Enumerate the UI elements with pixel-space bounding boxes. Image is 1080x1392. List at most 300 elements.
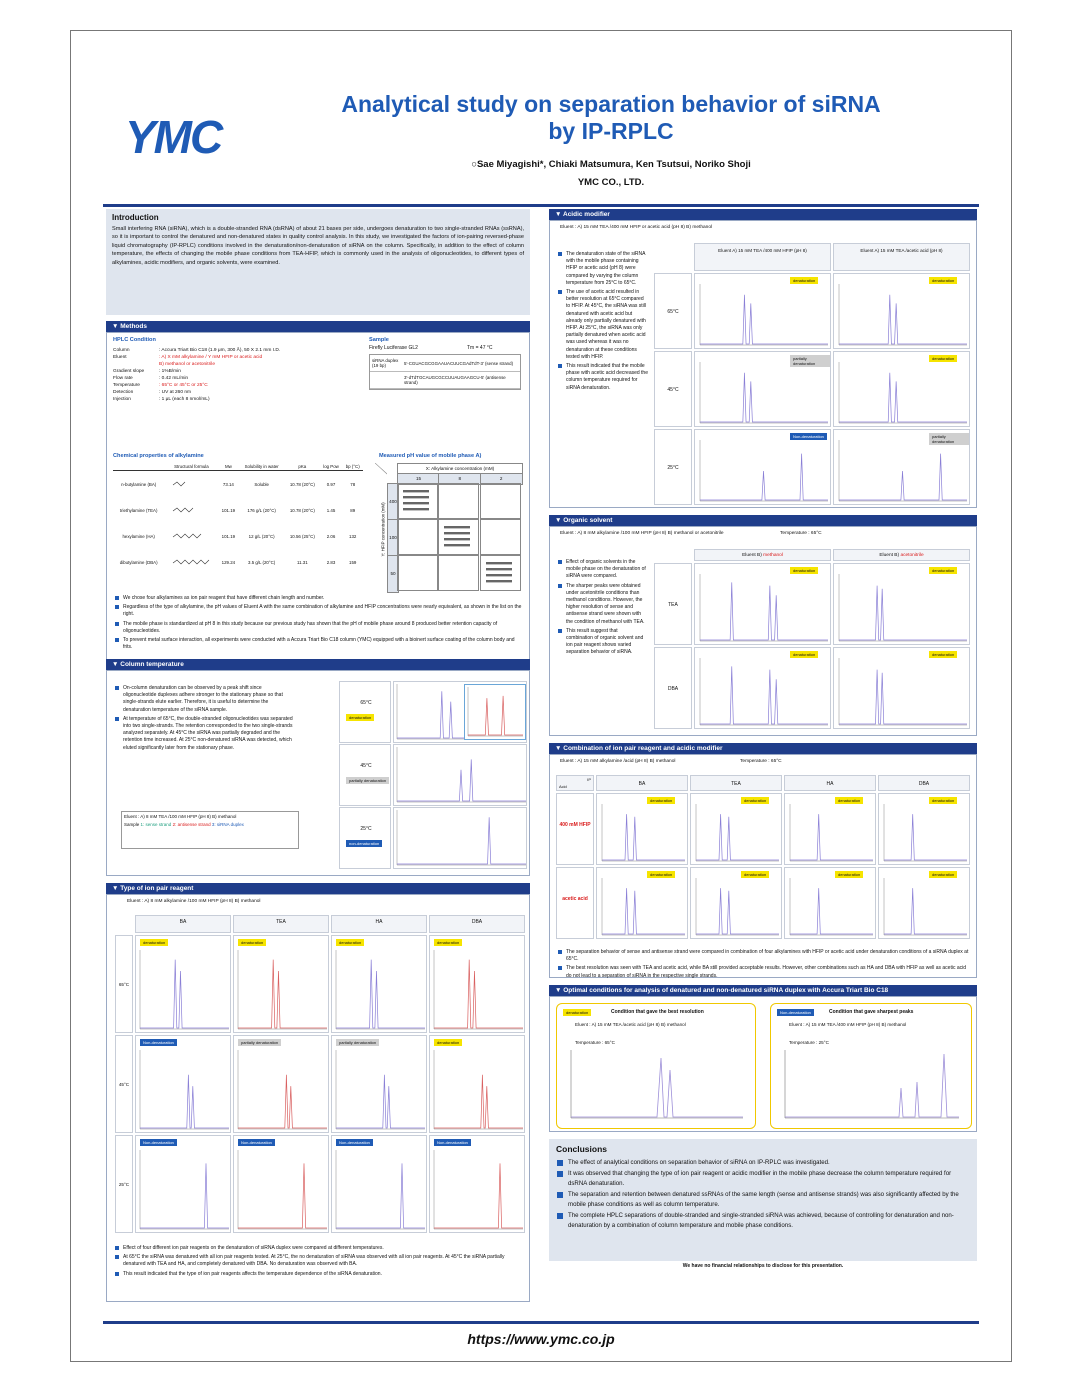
column-temperature-bullets xyxy=(115,685,295,754)
state-badge: partially denaturation xyxy=(336,1039,379,1046)
optimal-heading: ▼ Optimal conditions for analysis of denatured and non-denatured siRNA duplex with Accura Triart Bio C18 xyxy=(549,985,977,996)
ion-pair-chromatogram xyxy=(235,948,329,1032)
chem-row xyxy=(113,497,363,523)
organic-chromatogram xyxy=(697,656,830,728)
organic-temperature: Temperature : 65°C xyxy=(780,531,822,536)
methods-bullet: To prevent metal surface interaction, all experiments were conducted with a Accura Triart Bio C18 column (YMC) equipped with a bioinert surface coating of the column body and frits. xyxy=(115,637,525,651)
condition-key xyxy=(113,361,159,368)
structural-formula-icon xyxy=(171,557,211,567)
conclusions-list xyxy=(556,1158,970,1231)
ion-pair-temperature: 25°C xyxy=(115,1135,133,1233)
ion-pair-column-label: TEA xyxy=(276,919,286,925)
state-badge: denaturation xyxy=(929,355,957,362)
ph-cell xyxy=(480,555,521,591)
acidic-modifier-bullets xyxy=(558,251,648,394)
chem-cell: 176 g/L (20°C) xyxy=(247,507,276,513)
state-badge: denaturation xyxy=(434,1039,462,1046)
optimal-right-chromatogram xyxy=(781,1048,963,1122)
acidic-bullet: The use of acetic acid resulted in better resolution at 65°C compared to HFIP. At 45°C, the siRNA was still denatured with acetic acid but already only partially denatured with HFIP. At 25°C, the siRNA was only partially denatured when acetic acid was used whereas it was no denaturation at these conditions tested with HFIP. xyxy=(558,289,648,361)
combination-chromatogram xyxy=(787,802,875,864)
chromatogram-cell xyxy=(393,807,527,869)
acidic-cell xyxy=(694,429,831,505)
ph-row: 100 xyxy=(387,519,399,557)
sample-name: Firefly Luciferase GL2 xyxy=(369,345,418,351)
optimal-left-box xyxy=(556,1003,756,1129)
ph-values-block xyxy=(439,520,479,554)
combination-cell xyxy=(596,793,688,865)
chromatogram-cell xyxy=(393,681,527,743)
header-rule xyxy=(103,204,979,207)
chem-row xyxy=(113,549,363,575)
chem-cell: 12 g/L (20°C) xyxy=(248,533,275,539)
state-badge: denaturation xyxy=(835,797,863,804)
ion-pair-column-label: BA xyxy=(179,919,187,925)
introduction-panel xyxy=(106,209,530,315)
chem-cell: 10.78 (20°C) xyxy=(289,481,315,487)
ion-pair-bullet: This result indicated that the type of ion pair reagents affects the temperature dependence of the siRNA denaturation. xyxy=(115,1271,525,1278)
chem-cell: 89 xyxy=(350,507,356,513)
chem-cell xyxy=(164,471,218,498)
combination-chromatogram xyxy=(881,802,969,864)
chem-cell: 1.45 xyxy=(326,507,336,513)
acidic-eluent: Eluent : A) 15 mM TEA /400 mM HFIP or acetic acid (pH 8) B) methanol xyxy=(560,225,713,230)
column-temperature-heading: ▼ Column temperature xyxy=(106,659,530,670)
optimal-right-title: Condition that gave sharpest peaks xyxy=(829,1009,914,1015)
acidic-bullet: The denaturation state of the siRNA with the mobile phase containing HFIP or acetic acid (pH 8) were compared by varying the column temperature from 25°C to 65°C. xyxy=(558,251,648,287)
ph-cell xyxy=(397,555,438,591)
chem-header-cell: pKa xyxy=(285,463,320,471)
combination-bullets xyxy=(558,949,970,982)
state-badge: denaturation xyxy=(929,797,957,804)
condition-value: : UV at 260 nm xyxy=(159,390,191,395)
organic-chromatogram xyxy=(836,572,969,644)
ion-pair-column-header xyxy=(135,915,231,933)
ion-pair-column-label: DBA xyxy=(471,919,483,925)
state-badge: partially denaturation xyxy=(790,355,830,367)
combination-panel xyxy=(549,754,977,978)
structural-formula-icon xyxy=(171,479,211,489)
organic-cell xyxy=(833,647,970,729)
combination-eluent: Eluent : A) 15 mM alkylamine /acid (pH 8) B) methanol xyxy=(560,759,676,764)
condition-row xyxy=(113,396,353,403)
optimal-right-eluent: Eluent : A) 15 mM TEA /400 mM HFIP (pH 8) B) methanol xyxy=(789,1022,907,1027)
combination-column-header: BA xyxy=(596,775,688,791)
acidic-modifier-heading: ▼ Acidic modifier xyxy=(549,209,977,220)
condition-value: : 1%B/min xyxy=(159,369,181,374)
ion-pair-chromatogram xyxy=(235,1148,329,1232)
ion-pair-chromatogram xyxy=(333,948,427,1032)
state-badge: denaturation xyxy=(434,939,462,946)
ph-col: 8 xyxy=(438,473,481,485)
acidic-cell xyxy=(833,351,970,427)
legend-antisense: 2: antisense strand xyxy=(172,822,211,827)
ph-cell xyxy=(480,519,521,555)
state-badge: denaturation xyxy=(790,567,818,574)
combination-chromatogram xyxy=(881,876,969,938)
state-badge: Non-denaturation xyxy=(790,433,827,440)
state-badge: Non-denaturation xyxy=(238,1139,275,1146)
ion-pair-temperature: 65°C xyxy=(115,935,133,1033)
acidic-chromatogram xyxy=(697,438,830,504)
combination-column-header: TEA xyxy=(690,775,782,791)
organic-solvent-bullets xyxy=(558,559,646,659)
condition-key: Injection xyxy=(113,397,131,402)
condition-value: B) methanol or acetonitrile xyxy=(159,362,215,367)
column-temperature-chromatogram xyxy=(394,808,528,868)
ion-pair-cell xyxy=(331,1135,427,1233)
optimal-left-badge: denaturation xyxy=(563,1009,591,1016)
combination-heading: ▼ Combination of ion pair reagent and acidic modifier xyxy=(549,743,977,754)
ion-pair-column-label: HA xyxy=(375,919,383,925)
ph-cell xyxy=(397,519,438,555)
ion-pair-chromatogram xyxy=(235,1048,329,1132)
conclusions-heading: Conclusions xyxy=(556,1144,608,1154)
condition-value: : Accura Triart Bio C18 (1.9 μm, 300 Å), 50 X 2.1 mm I.D. xyxy=(159,348,281,353)
state-badge: denaturation xyxy=(790,277,818,284)
organic-column-prefix: Eluent B) xyxy=(879,553,901,558)
ion-pair-chromatogram xyxy=(137,1148,231,1232)
chem-cell: 2.06 xyxy=(326,533,336,539)
ph-cell xyxy=(438,519,479,555)
combination-chromatogram xyxy=(693,876,781,938)
chem-cell: 2.83 xyxy=(326,559,336,565)
chem-cell: 101.19 xyxy=(221,507,236,513)
temperature-label: 65°C xyxy=(360,700,372,706)
acidic-chromatogram xyxy=(836,360,969,426)
chem-cell: 78 xyxy=(350,481,356,487)
conclusion-item: The separation and retention between denatured ssRNAs of the same length (sense and antisense strands) was also significantly affected by the mobile phase conditions as well as column temperature. xyxy=(556,1190,970,1210)
sample-tm: Tm = 47 °C xyxy=(467,345,493,351)
chem-header-cell: log Pow xyxy=(320,463,343,471)
acidic-column-header: Eluent A) 15 mM TEA /400 mM HFIP (pH 8) xyxy=(694,243,831,271)
organic-solvent-heading: ▼ Organic solvent xyxy=(549,515,977,526)
chem-header-cell: Solubility in water xyxy=(238,463,285,471)
chem-header-cell: bp (°C) xyxy=(342,463,363,471)
acidic-cell xyxy=(694,273,831,349)
chem-cell xyxy=(164,549,218,575)
chem-header-cell xyxy=(113,463,164,471)
chem-cell: n-butylamine (BA) xyxy=(121,481,157,487)
state-badge: denaturation xyxy=(790,651,818,658)
optimal-right-temperature: Temperature : 25°C xyxy=(789,1040,829,1045)
chem-cell: 11.31 xyxy=(296,559,308,565)
ion-pair-cell xyxy=(331,935,427,1033)
ion-pair-cell xyxy=(429,1035,525,1133)
state-badge: denaturation xyxy=(929,651,957,658)
ion-pair-cell xyxy=(233,1135,329,1233)
ph-row: 50 xyxy=(387,555,399,593)
organic-column-prefix: Eluent B) xyxy=(742,553,764,558)
state-badge: partially denaturation xyxy=(238,1039,281,1046)
condition-row xyxy=(113,361,353,368)
ion-pair-chromatogram xyxy=(431,1048,525,1132)
chem-cell: 159 xyxy=(349,559,357,565)
acidic-bullet: This result indicated that the mobile phase with acetic acid decreased the column temperature required for siRNA denaturation. xyxy=(558,363,648,392)
combination-column-header: HA xyxy=(784,775,876,791)
ph-col: 2 xyxy=(480,473,523,485)
methods-heading: ▼ Methods xyxy=(106,321,530,332)
poster xyxy=(70,30,1012,1362)
organic-solvent-panel xyxy=(549,526,977,736)
ion-pair-eluent: Eluent : A) 8 mM alkylamine /100 mM HFIP (pH 8) B) methanol xyxy=(127,899,261,904)
introduction-text: Small interfering RNA (siRNA), which is a double-stranded RNA (dsRNA) of about 21 bases per side, undergoes denaturation to two single-stranded RNAs (ssRNA), so it is important to control the denatured and non-denatured states in quality control analysis. In this study, we investigated the factors of ion-pairing reversed-phase liquid chromatography (IP-RPLC) conditions involved in the denaturation/non-denaturation of siRNA on the column. Specifically, in addition to the effect of column temperature, the effects of changing the mobile phase conditions from TEA-HFIP, which is commonly used in the analysis of oligonucleotides, to different types of alkylamines, acidic modifiers, and organic solvents, were examined. xyxy=(112,226,524,266)
organic-bullet: Effect of organic solvents in the mobile phase on the denaturation of siRNA were compared. xyxy=(558,559,646,581)
state-badge: denaturation xyxy=(929,277,957,284)
combination-cell xyxy=(690,867,782,939)
combination-bullet: The best resolution was seen with TEA and acetic acid, while BA still provided acceptable results. However, other combinations such as HA and DBA with HFIP as well as acetic acid do not lead to a separation of siRNA in the respective single strands. xyxy=(558,965,970,979)
optimal-left-eluent: Eluent : A) 15 mM TEA /acetic acid (pH 8) B) methanol xyxy=(575,1022,686,1027)
state-badge: denaturation xyxy=(647,797,675,804)
chemical-properties-table xyxy=(113,463,363,575)
acidic-cell xyxy=(833,273,970,349)
ph-values-block xyxy=(481,556,521,590)
ion-pair-temperature: 45°C xyxy=(115,1035,133,1133)
condition-row xyxy=(113,375,353,382)
chem-cell: 0.97 xyxy=(326,481,336,487)
poster-title: Analytical study on separation behavior of siRNA by IP-RPLC xyxy=(341,91,881,144)
methods-panel xyxy=(106,332,530,660)
conclusion-item: It was observed that changing the type of ion pair reagent or acidic modifier in the mobile phase decrease the column temperature required for dsRNA denaturation. xyxy=(556,1169,970,1189)
disclosure: We have no financial relationships to disclose for this presentation. xyxy=(682,1263,844,1269)
combination-corner-ip: IP xyxy=(587,777,591,782)
column-temperature-bullet: At temperature of 65°C, the double-stranded oligonucleotides was separated into two single-strands. The retention corresponded to the two single-strands analyzed separately. At 45°C the siRNA was partially degraded and the retention time increased. At 25°C non-denatured siRNA was detected, which eluted significantly later from the stationary phase. xyxy=(115,716,295,752)
condition-row xyxy=(113,382,353,389)
combination-corner xyxy=(556,775,594,791)
ion-pair-cell xyxy=(429,935,525,1033)
state-badge: partially denaturation xyxy=(929,433,969,445)
condition-key: Column xyxy=(113,348,130,353)
structural-formula-icon xyxy=(171,531,211,541)
combination-chromatogram xyxy=(693,802,781,864)
methods-bullet: The mobile phase is standardized at pH 8 in this study because our previous study has shown that the pH of mobile phase around 8 produced better retention capacity of oligonucleotides. xyxy=(115,621,525,635)
chem-cell: 132 xyxy=(349,533,357,539)
state-badge: Non-denaturation xyxy=(140,1139,177,1146)
organic-eluent: Eluent : A) 8 mM alkylamine /100 mM HFIP (pH 8) B) methanol or acetonitrile xyxy=(560,531,724,536)
organic-column-header xyxy=(833,549,970,561)
ph-col: 15 xyxy=(397,473,440,485)
temperature-label-cell xyxy=(339,807,391,869)
state-badge: denaturation xyxy=(647,871,675,878)
hplc-condition-list xyxy=(113,347,353,403)
footer-rule xyxy=(103,1321,979,1324)
ion-pair-chromatogram xyxy=(431,1148,525,1232)
ph-row: 400 xyxy=(387,483,399,521)
hplc-condition-title: HPLC Condition xyxy=(113,337,156,343)
organic-chromatogram xyxy=(836,656,969,728)
organic-cell xyxy=(833,563,970,645)
chem-row xyxy=(113,523,363,549)
ph-cell xyxy=(397,483,438,519)
organic-row-label: DBA xyxy=(654,647,692,729)
state-badge: denaturation xyxy=(336,939,364,946)
zoom-chromatogram xyxy=(465,685,525,739)
condition-value: : A) X mM alkylamine / Y mM HFIP or acetic acid xyxy=(159,355,263,360)
organic-column-solvent: acetonitrile xyxy=(900,553,924,558)
acidic-modifier-grid xyxy=(654,243,974,505)
chem-cell xyxy=(164,497,218,523)
state-badge: partially denaturation xyxy=(346,777,389,784)
organic-column-solvent: methanol xyxy=(763,553,783,558)
combination-corner-acid: Acid xyxy=(559,784,567,789)
svg-text:YMC: YMC xyxy=(125,111,222,161)
chem-cell: 3.5 g/L (20°C) xyxy=(248,559,276,565)
condition-value: : 0.42 mL/min xyxy=(159,376,189,381)
column-temperature-legend: Eluent : A) 8 mM TEA /100 mM HFIP (pH 8) B) methanol Sample 1: sense strand 2: antisense strand 3: siRNA duplex xyxy=(121,811,299,849)
ion-pair-column-header xyxy=(429,915,525,933)
chemical-properties-title: Chemical properties of alkylamine xyxy=(113,453,204,459)
chem-header-cell: Mw xyxy=(218,463,238,471)
temperature-label-cell xyxy=(339,681,391,743)
authors: ○Sae Miyagishi*, Chiaki Matsumura, Ken Tsutsui, Noriko Shoji xyxy=(471,159,751,170)
chem-cell: triethylamine (TEA) xyxy=(119,507,158,513)
ion-pair-cell xyxy=(233,1035,329,1133)
state-badge: denaturation xyxy=(140,939,168,946)
zoom-inset xyxy=(464,684,526,740)
ion-pair-bullet: Effect of four different ion pair reagents on the denaturation of siRNA duplex were compared at different temperatures. xyxy=(115,1245,525,1252)
chem-header-row xyxy=(113,463,363,471)
chem-table xyxy=(113,463,363,575)
chem-cell: 10.56 (25°C) xyxy=(289,533,315,539)
combination-cell xyxy=(596,867,688,939)
acidic-temperature: 45°C xyxy=(654,351,692,427)
chem-row xyxy=(113,471,363,498)
column-temperature-grid xyxy=(339,681,527,871)
chromatogram-cell xyxy=(393,744,527,806)
combination-cell xyxy=(878,867,970,939)
ion-pair-bullet: At 65°C the siRNA was denatured with all ion pair reagents tested. At 25°C, the no denaturation of siRNA was observed with all ion pair reagents. At 45°C the siRNA partially denatured with TEA and HA, and completely denatured with DBA. No denaturation was observed with BA. xyxy=(115,1254,525,1268)
ph-corner-diagonal xyxy=(375,463,387,483)
combination-chromatogram xyxy=(599,802,687,864)
acidic-cell xyxy=(694,351,831,427)
chem-cell: dibutylamine (DBA) xyxy=(119,559,158,565)
ion-pair-cell xyxy=(135,1135,231,1233)
chem-cell xyxy=(164,523,218,549)
introduction-heading: Introduction xyxy=(112,213,159,222)
combination-row-label: acetic acid xyxy=(556,867,594,939)
condition-row xyxy=(113,368,353,375)
acidic-cell xyxy=(833,429,970,505)
optimal-left-chromatogram xyxy=(567,1048,747,1122)
acidic-modifier-panel xyxy=(549,220,977,508)
combination-chromatogram xyxy=(599,876,687,938)
chem-cell: Soluble xyxy=(254,481,269,487)
conclusion-item: The effect of analytical conditions on separation behavior of siRNA on IP-RPLC was investigated. xyxy=(556,1158,970,1168)
organic-solvent-grid xyxy=(654,549,974,733)
state-badge: Non-denaturation xyxy=(336,1139,373,1146)
organic-row-label: TEA xyxy=(654,563,692,645)
organic-cell xyxy=(694,563,831,645)
condition-key: Temperature xyxy=(113,383,140,388)
footer-url[interactable]: https://www.ymc.co.jp xyxy=(467,1331,615,1347)
acidic-chromatogram xyxy=(697,360,830,426)
combination-grid xyxy=(556,775,972,943)
temperature-label: 45°C xyxy=(360,763,372,769)
ion-pair-chromatogram xyxy=(137,948,231,1032)
sample-row-key: siRNA duplex (19 bp) xyxy=(372,358,399,368)
ph-row-header: Y: HFIP concentration (mM) xyxy=(380,502,386,557)
state-badge: denaturation xyxy=(741,797,769,804)
ion-pair-grid xyxy=(115,915,523,1235)
chem-header-cell: Structural formula xyxy=(164,463,218,471)
ion-pair-cell xyxy=(331,1035,427,1133)
ion-pair-cell xyxy=(429,1135,525,1233)
sample-row-value: 5'-CGUACGCGGAAUACUUCGAdTdT-3' (sense strand) xyxy=(404,360,514,366)
sample-row-value: 3'-dTdTGCAUGCGCCUUAUGAAGCU-5' (antisense strand) xyxy=(404,375,506,385)
structural-formula-icon xyxy=(171,505,211,515)
condition-key: Detection xyxy=(113,390,134,395)
ph-cell xyxy=(438,555,479,591)
chem-cell: 73.14 xyxy=(222,481,234,487)
condition-row xyxy=(113,389,353,396)
state-badge: denaturation xyxy=(929,567,957,574)
combination-cell xyxy=(784,793,876,865)
acidic-column-header: Eluent A) 15 mM TEA /acetic acid (pH 8) xyxy=(833,243,970,271)
temperature-label-cell xyxy=(339,744,391,806)
organic-bullet: The sharper peaks were obtained under acetonitrile conditions than methanol conditions. However, the higher resolution of sense and antisense strand were shown with the condition of methanol with TEA. xyxy=(558,583,646,626)
conclusion-item: The complete HPLC separations of double-stranded and single-stranded siRNA was achieved, because of controlling for denaturation and non-denaturation by a combination of column temperature and mobile phase conditions. xyxy=(556,1211,970,1231)
condition-value: : 1 μL (each 8 nmol/mL) xyxy=(159,397,210,402)
acidic-chromatogram xyxy=(836,438,969,504)
methods-bullets xyxy=(115,595,525,653)
ion-pair-cell xyxy=(135,1035,231,1133)
ion-pair-column-header xyxy=(233,915,329,933)
condition-key: Gradient slope xyxy=(113,369,145,374)
ion-pair-chromatogram xyxy=(333,1048,427,1132)
state-badge: denaturation xyxy=(238,939,266,946)
methods-bullet: We chose four alkylamines as ion pair reagent that have different chain length and number. xyxy=(115,595,525,602)
state-badge: non-denaturation xyxy=(346,840,382,847)
conclusions-panel xyxy=(549,1139,977,1261)
temperature-label: 25°C xyxy=(360,826,372,832)
ion-pair-panel xyxy=(106,894,530,1302)
state-badge: denaturation xyxy=(929,871,957,878)
acidic-chromatogram xyxy=(836,282,969,348)
acidic-temperature: 65°C xyxy=(654,273,692,349)
ph-column-header: X: Alkylamine concentration (mM) xyxy=(397,463,523,475)
sample-row xyxy=(370,355,520,372)
state-badge: denaturation xyxy=(835,871,863,878)
ion-pair-cell xyxy=(135,935,231,1033)
state-badge: denaturation xyxy=(741,871,769,878)
chem-cell: 129.24 xyxy=(221,559,236,565)
condition-key: Flow rate xyxy=(113,376,133,381)
ymc-logo xyxy=(123,111,263,161)
ion-pair-bullets xyxy=(115,1245,525,1280)
combination-chromatogram xyxy=(787,876,875,938)
optimal-right-badge: Non-denaturation xyxy=(777,1009,814,1016)
state-badge: denaturation xyxy=(346,714,374,721)
combination-cell xyxy=(690,793,782,865)
ph-cell xyxy=(438,483,479,519)
condition-key: Eluent xyxy=(113,355,127,360)
ph-title: Measured pH value of mobile phase A) xyxy=(379,453,482,459)
optimal-panel xyxy=(549,996,977,1132)
legend-duplex: 3: siRNA duplex xyxy=(211,822,244,827)
affiliation: YMC CO., LTD. xyxy=(577,177,645,188)
column-temperature-bullet: On-column denaturation can be observed by a peak shift since oligonucleotide duplexes adhere stronger to the stationary phase so that single-strands elute earlier. Therefore, it is useful to determine the denaturation temperature of the siRNA sample. xyxy=(115,685,295,714)
optimal-right-box xyxy=(770,1003,972,1129)
state-badge: Non-denaturation xyxy=(140,1039,177,1046)
acidic-temperature: 25°C xyxy=(654,429,692,505)
combination-temperature: Temperature : 65°C xyxy=(740,759,782,764)
column-temperature-panel xyxy=(106,670,530,876)
condition-row xyxy=(113,354,353,361)
organic-column-header xyxy=(694,549,831,561)
combination-column-header: DBA xyxy=(878,775,970,791)
combination-cell xyxy=(878,793,970,865)
combination-row-label: 400 mM HFIP xyxy=(556,793,594,865)
legend-sense: 1: sense strand xyxy=(140,822,172,827)
